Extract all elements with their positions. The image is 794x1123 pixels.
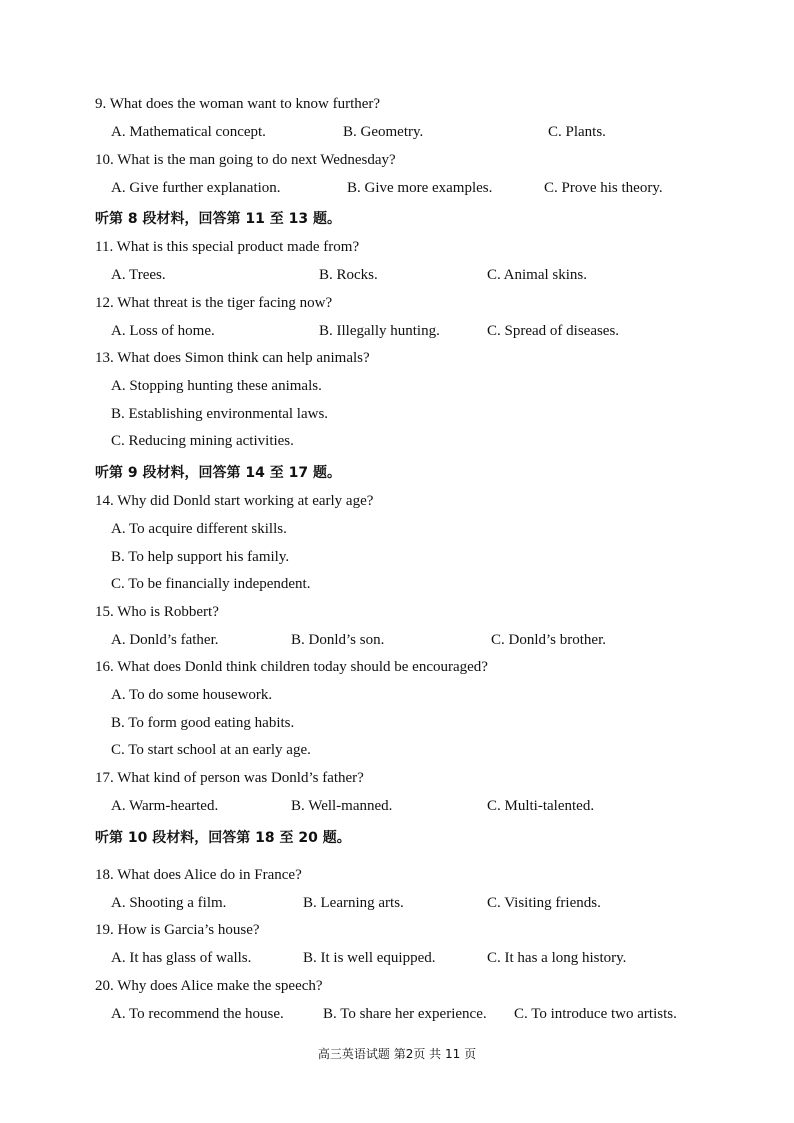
option-14a: A. To acquire different skills. bbox=[111, 521, 287, 537]
option-20b: B. To share her experience. bbox=[323, 1006, 487, 1022]
option-10c: C. Prove his theory. bbox=[544, 180, 663, 196]
question-17: 17. What kind of person was Donld’s father? bbox=[95, 770, 364, 786]
option-11a: A. Trees. bbox=[111, 267, 166, 283]
option-10a: A. Give further explanation. bbox=[111, 180, 281, 196]
option-9a: A. Mathematical concept. bbox=[111, 124, 266, 140]
option-14b: B. To help support his family. bbox=[111, 549, 290, 565]
page-footer: 高三英语试题 第2页 共 11 页 bbox=[317, 1047, 477, 1061]
question-20: 20. Why does Alice make the speech? bbox=[95, 978, 323, 994]
option-14c: C. To be financially independent. bbox=[111, 576, 311, 592]
question-10: 10. What is the man going to do next Wednesday? bbox=[95, 152, 396, 168]
section-heading-9: 听第 9 段材料，回答第 14 至 17 题。 bbox=[95, 465, 341, 481]
option-18b: B. Learning arts. bbox=[303, 895, 404, 911]
option-13b: B. Establishing environmental laws. bbox=[111, 406, 329, 422]
option-18c: C. Visiting friends. bbox=[487, 895, 601, 911]
option-19c: C. It has a long history. bbox=[487, 950, 627, 966]
question-11: 11. What is this special product made from? bbox=[95, 239, 360, 255]
option-15c: C. Donld’s brother. bbox=[491, 632, 606, 648]
question-12: 12. What threat is the tiger facing now? bbox=[95, 295, 333, 311]
question-19: 19. How is Garcia’s house? bbox=[95, 922, 260, 938]
option-9c: C. Plants. bbox=[548, 124, 606, 140]
option-11b: B. Rocks. bbox=[319, 267, 378, 283]
option-15a: A. Donld’s father. bbox=[111, 632, 219, 648]
option-13c: C. Reducing mining activities. bbox=[111, 433, 294, 449]
option-12c: C. Spread of diseases. bbox=[487, 323, 620, 339]
section-heading-10: 听第 10 段材料，回答第 18 至 20 题。 bbox=[95, 830, 351, 846]
question-15: 15. Who is Robbert? bbox=[95, 604, 219, 620]
question-16: 16. What does Donld think children today should be encouraged? bbox=[95, 659, 488, 675]
option-20c: C. To introduce two artists. bbox=[514, 1006, 677, 1022]
option-17c: C. Multi-talented. bbox=[487, 798, 595, 814]
option-17b: B. Well-manned. bbox=[291, 798, 393, 814]
option-9b: B. Geometry. bbox=[343, 124, 424, 140]
option-12a: A. Loss of home. bbox=[111, 323, 215, 339]
option-20a: A. To recommend the house. bbox=[111, 1006, 284, 1022]
option-18a: A. Shooting a film. bbox=[111, 895, 227, 911]
option-15b: B. Donld’s son. bbox=[291, 632, 385, 648]
option-16a: A. To do some housework. bbox=[111, 687, 273, 703]
option-16b: B. To form good eating habits. bbox=[111, 715, 295, 731]
option-17a: A. Warm-hearted. bbox=[111, 798, 219, 814]
question-13: 13. What does Simon think can help animals? bbox=[95, 350, 370, 366]
question-14: 14. Why did Donld start working at early age? bbox=[95, 493, 374, 509]
option-13a: A. Stopping hunting these animals. bbox=[111, 378, 322, 394]
option-19b: B. It is well equipped. bbox=[303, 950, 436, 966]
section-heading-8: 听第 8 段材料，回答第 11 至 13 题。 bbox=[95, 211, 341, 227]
option-11c: C. Animal skins. bbox=[487, 267, 588, 283]
option-10b: B. Give more examples. bbox=[347, 180, 493, 196]
option-16c: C. To start school at an early age. bbox=[111, 742, 311, 758]
question-18: 18. What does Alice do in France? bbox=[95, 867, 302, 883]
question-9: 9. What does the woman want to know further? bbox=[95, 96, 381, 112]
option-12b: B. Illegally hunting. bbox=[319, 323, 440, 339]
option-19a: A. It has glass of walls. bbox=[111, 950, 252, 966]
